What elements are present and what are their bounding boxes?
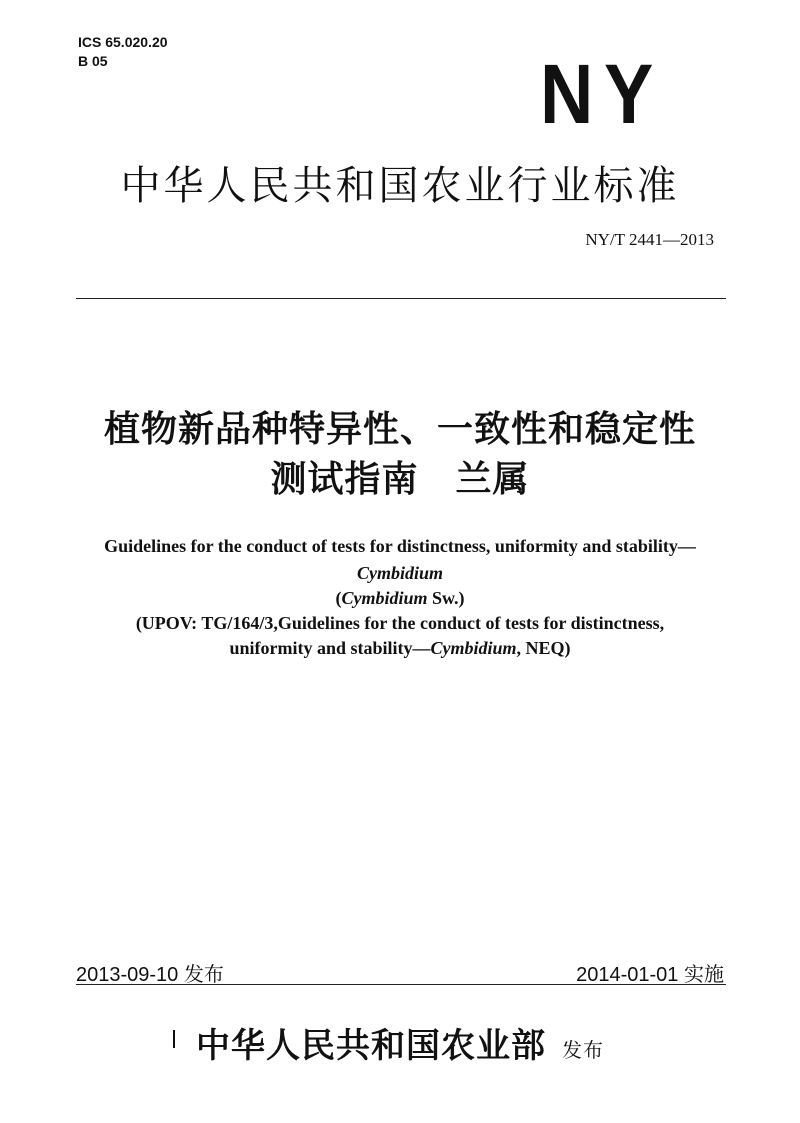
- bottom-divider: [76, 984, 726, 985]
- top-divider: [76, 298, 726, 299]
- issuer-action: 发布: [562, 1038, 604, 1062]
- ccs-code: B 05: [78, 53, 108, 69]
- upov-ref-italic: Cymbidium: [430, 638, 517, 658]
- upov-ref-a: uniformity and stability—: [229, 638, 431, 658]
- implementation-date: 2014-01-01 实施: [576, 964, 724, 986]
- english-title-species: [0, 586, 800, 610]
- chinese-title-line1: 植物新品种特异性、一致性和稳定性: [103, 409, 696, 450]
- issuer-name: 中华人民共和国农业部: [196, 1026, 546, 1066]
- ny-logo: NY: [540, 47, 664, 141]
- species-open: (: [335, 588, 342, 608]
- standard-code: NY/T 2441—2013: [585, 230, 714, 249]
- upov-ref-b: , NEQ): [516, 638, 571, 658]
- english-title-line1: Guidelines for the conduct of tests for distinctness, uniformity and stability—: [104, 536, 696, 556]
- species-close: Sw.): [427, 588, 465, 608]
- english-title-genus: Cymbidium: [356, 563, 443, 583]
- standard-category-title: 中华人民共和国农业行业标准: [120, 163, 680, 209]
- upov-reference-line2: [0, 636, 800, 660]
- species-italic: Cymbidium: [341, 588, 428, 608]
- issuer: [0, 1018, 800, 1067]
- issue-date: 2013-09-10 发布: [76, 964, 224, 986]
- ics-code: ICS 65.020.20: [78, 34, 168, 50]
- classification-codes: [78, 33, 168, 71]
- upov-reference-line1: (UPOV: TG/164/3,Guidelines for the conduct of tests for distinctness,: [135, 613, 665, 633]
- chinese-title-line2: 测试指南 兰属: [270, 459, 530, 500]
